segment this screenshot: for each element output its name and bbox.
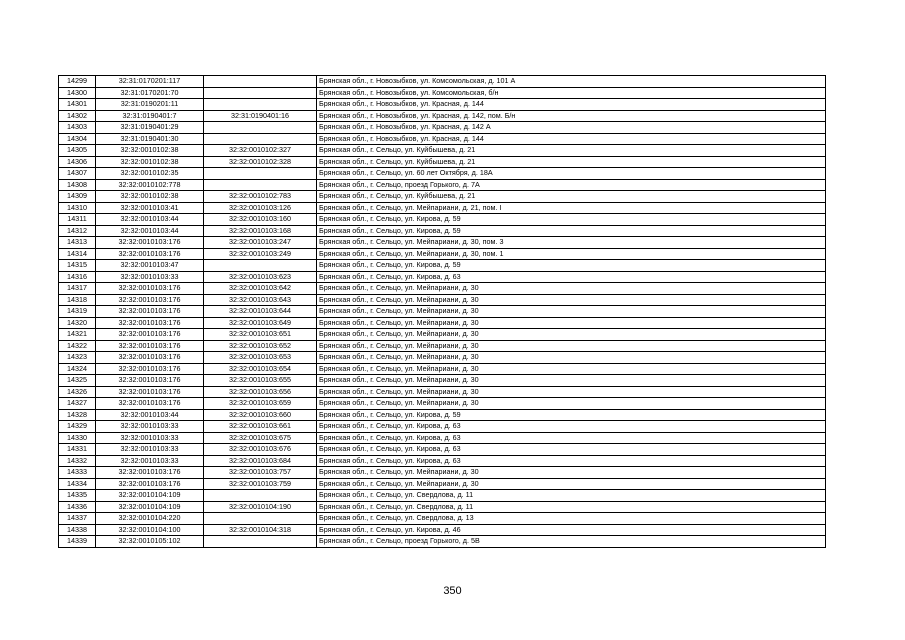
- cadastral-number-cell: 32:32:0010102:38: [96, 156, 204, 168]
- table-row: [59, 294, 826, 306]
- row-number-cell: 14318: [59, 294, 96, 306]
- table-row: [59, 409, 826, 421]
- page-number: 350: [443, 585, 462, 597]
- table-row: [59, 145, 826, 157]
- object-cadastral-number-cell: [204, 76, 317, 88]
- table-row: [59, 398, 826, 410]
- row-number-cell: 14313: [59, 237, 96, 249]
- cadastral-number-cell: 32:32:0010103:33: [96, 271, 204, 283]
- object-cadastral-number-cell: 32:32:0010102:328: [204, 156, 317, 168]
- row-number-cell: 14338: [59, 524, 96, 536]
- row-number-cell: 14322: [59, 340, 96, 352]
- address-cell: Брянская обл., г. Сельцо, ул. Свердлова, д. 13: [317, 513, 826, 525]
- row-number-cell: 14312: [59, 225, 96, 237]
- table-row: [59, 386, 826, 398]
- address-cell: Брянская обл., г. Сельцо, проезд Горького, д. 5В: [317, 536, 826, 548]
- table-row: [59, 340, 826, 352]
- table-row: [59, 99, 826, 111]
- object-cadastral-number-cell: [204, 490, 317, 502]
- address-cell: Брянская обл., г. Сельцо, ул. Кирова, д. 59: [317, 409, 826, 421]
- row-number-cell: 14328: [59, 409, 96, 421]
- table-row: [59, 191, 826, 203]
- table-body: [59, 76, 826, 548]
- cadastral-number-cell: 32:32:0010103:176: [96, 340, 204, 352]
- cadastral-number-cell: 32:32:0010102:35: [96, 168, 204, 180]
- row-number-cell: 14316: [59, 271, 96, 283]
- row-number-cell: 14302: [59, 110, 96, 122]
- table-row: [59, 225, 826, 237]
- row-number-cell: 14311: [59, 214, 96, 226]
- address-cell: Брянская обл., г. Сельцо, ул. 60 лет Октября, д. 18А: [317, 168, 826, 180]
- cadastral-number-cell: 32:32:0010104:220: [96, 513, 204, 525]
- object-cadastral-number-cell: 32:32:0010102:327: [204, 145, 317, 157]
- object-cadastral-number-cell: 32:32:0010103:652: [204, 340, 317, 352]
- object-cadastral-number-cell: 32:32:0010103:247: [204, 237, 317, 249]
- address-cell: Брянская обл., г. Сельцо, ул. Мейпариани, д. 30: [317, 340, 826, 352]
- address-cell: Брянская обл., г. Сельцо, ул. Мейпариани, д. 21, пом. I: [317, 202, 826, 214]
- address-cell: Брянская обл., г. Новозыбков, ул. Красная, д. 142, пом. Б/н: [317, 110, 826, 122]
- table-row: [59, 306, 826, 318]
- cadastral-number-cell: 32:31:0170201:117: [96, 76, 204, 88]
- cadastral-number-cell: 32:32:0010102:38: [96, 145, 204, 157]
- cadastral-number-cell: 32:32:0010103:47: [96, 260, 204, 272]
- address-cell: Брянская обл., г. Сельцо, ул. Мейпариани, д. 30, пом. 1: [317, 248, 826, 260]
- cadastral-number-cell: 32:32:0010103:176: [96, 363, 204, 375]
- object-cadastral-number-cell: 32:32:0010103:676: [204, 444, 317, 456]
- row-number-cell: 14321: [59, 329, 96, 341]
- address-cell: Брянская обл., г. Сельцо, ул. Мейпариани, д. 30, пом. 3: [317, 237, 826, 249]
- cadastral-number-cell: 32:32:0010105:102: [96, 536, 204, 548]
- table-row: [59, 248, 826, 260]
- object-cadastral-number-cell: [204, 168, 317, 180]
- address-cell: Брянская обл., г. Сельцо, ул. Мейпариани, д. 30: [317, 478, 826, 490]
- address-cell: Брянская обл., г. Сельцо, ул. Кирова, д. 63: [317, 432, 826, 444]
- address-cell: Брянская обл., г. Сельцо, ул. Куйбышева, д. 21: [317, 145, 826, 157]
- table-row: [59, 467, 826, 479]
- cadastral-number-cell: 32:32:0010102:38: [96, 191, 204, 203]
- cadastral-number-cell: 32:32:0010103:176: [96, 352, 204, 364]
- table-row: [59, 478, 826, 490]
- table-row: [59, 329, 826, 341]
- table-row: [59, 363, 826, 375]
- address-cell: Брянская обл., г. Сельцо, ул. Мейпариани, д. 30: [317, 329, 826, 341]
- cadastral-number-cell: 32:31:0190401:7: [96, 110, 204, 122]
- table-row: [59, 202, 826, 214]
- object-cadastral-number-cell: 32:32:0010103:649: [204, 317, 317, 329]
- table-row: [59, 214, 826, 226]
- row-number-cell: 14315: [59, 260, 96, 272]
- cadastral-number-cell: 32:32:0010104:100: [96, 524, 204, 536]
- object-cadastral-number-cell: [204, 87, 317, 99]
- address-cell: Брянская обл., г. Новозыбков, ул. Комсомольская, б/н: [317, 87, 826, 99]
- table-row: [59, 168, 826, 180]
- cadastral-number-cell: 32:32:0010103:176: [96, 294, 204, 306]
- row-number-cell: 14334: [59, 478, 96, 490]
- row-number-cell: 14306: [59, 156, 96, 168]
- object-cadastral-number-cell: 32:32:0010103:643: [204, 294, 317, 306]
- object-cadastral-number-cell: 32:32:0010103:660: [204, 409, 317, 421]
- address-cell: Брянская обл., г. Новозыбков, ул. Красная, д. 144: [317, 133, 826, 145]
- object-cadastral-number-cell: 32:31:0190401:16: [204, 110, 317, 122]
- row-number-cell: 14333: [59, 467, 96, 479]
- table-row: [59, 271, 826, 283]
- cadastral-number-cell: 32:32:0010103:44: [96, 214, 204, 226]
- cadastral-number-cell: 32:32:0010103:44: [96, 409, 204, 421]
- cadastral-number-cell: 32:32:0010103:176: [96, 237, 204, 249]
- cadastral-number-cell: 32:32:0010103:44: [96, 225, 204, 237]
- object-cadastral-number-cell: 32:32:0010103:659: [204, 398, 317, 410]
- address-cell: Брянская обл., г. Сельцо, ул. Куйбышева, д. 21: [317, 156, 826, 168]
- row-number-cell: 14327: [59, 398, 96, 410]
- row-number-cell: 14336: [59, 501, 96, 513]
- table-row: [59, 375, 826, 387]
- address-cell: Брянская обл., г. Сельцо, ул. Кирова, д. 63: [317, 271, 826, 283]
- cadastral-number-cell: 32:32:0010103:176: [96, 386, 204, 398]
- row-number-cell: 14330: [59, 432, 96, 444]
- row-number-cell: 14324: [59, 363, 96, 375]
- cadastral-number-cell: 32:32:0010104:109: [96, 501, 204, 513]
- cadastral-number-cell: 32:32:0010103:176: [96, 283, 204, 295]
- table-row: [59, 283, 826, 295]
- cadastral-number-cell: 32:32:0010103:33: [96, 444, 204, 456]
- row-number-cell: 14300: [59, 87, 96, 99]
- row-number-cell: 14335: [59, 490, 96, 502]
- row-number-cell: 14303: [59, 122, 96, 134]
- object-cadastral-number-cell: [204, 513, 317, 525]
- address-cell: Брянская обл., г. Новозыбков, ул. Комсомольская, д. 101 А: [317, 76, 826, 88]
- table-row: [59, 444, 826, 456]
- object-cadastral-number-cell: 32:32:0010103:160: [204, 214, 317, 226]
- table-row: [59, 156, 826, 168]
- table-row: [59, 501, 826, 513]
- address-cell: Брянская обл., г. Сельцо, ул. Мейпариани, д. 30: [317, 283, 826, 295]
- address-cell: Брянская обл., г. Сельцо, ул. Кирова, д. 63: [317, 421, 826, 433]
- object-cadastral-number-cell: [204, 179, 317, 191]
- table-row: [59, 179, 826, 191]
- row-number-cell: 14309: [59, 191, 96, 203]
- cadastral-number-cell: 32:32:0010103:176: [96, 248, 204, 260]
- row-number-cell: 14299: [59, 76, 96, 88]
- address-cell: Брянская обл., г. Новозыбков, ул. Красная, д. 144: [317, 99, 826, 111]
- address-cell: Брянская обл., г. Сельцо, ул. Кирова, д. 63: [317, 444, 826, 456]
- row-number-cell: 14308: [59, 179, 96, 191]
- cadastral-number-cell: 32:32:0010103:176: [96, 317, 204, 329]
- address-cell: Брянская обл., г. Сельцо, ул. Свердлова, д. 11: [317, 501, 826, 513]
- cadastral-number-cell: 32:31:0190401:30: [96, 133, 204, 145]
- object-cadastral-number-cell: 32:32:0010103:653: [204, 352, 317, 364]
- address-cell: Брянская обл., г. Сельцо, ул. Мейпариани, д. 30: [317, 294, 826, 306]
- cadastral-number-cell: 32:32:0010103:41: [96, 202, 204, 214]
- table-row: [59, 76, 826, 88]
- cadastral-number-cell: 32:32:0010103:33: [96, 432, 204, 444]
- object-cadastral-number-cell: 32:32:0010103:623: [204, 271, 317, 283]
- object-cadastral-number-cell: 32:32:0010103:684: [204, 455, 317, 467]
- table-row: [59, 490, 826, 502]
- object-cadastral-number-cell: 32:32:0010103:675: [204, 432, 317, 444]
- address-cell: Брянская обл., г. Сельцо, ул. Мейпариани, д. 30: [317, 306, 826, 318]
- row-number-cell: 14314: [59, 248, 96, 260]
- table-row: [59, 133, 826, 145]
- address-cell: Брянская обл., г. Сельцо, ул. Кирова, д. 59: [317, 260, 826, 272]
- table-row: [59, 122, 826, 134]
- row-number-cell: 14304: [59, 133, 96, 145]
- cadastral-number-cell: 32:31:0190401:29: [96, 122, 204, 134]
- object-cadastral-number-cell: 32:32:0010103:126: [204, 202, 317, 214]
- table-row: [59, 513, 826, 525]
- cadastral-number-cell: 32:32:0010104:109: [96, 490, 204, 502]
- object-cadastral-number-cell: 32:32:0010104:318: [204, 524, 317, 536]
- row-number-cell: 14301: [59, 99, 96, 111]
- object-cadastral-number-cell: 32:32:0010103:168: [204, 225, 317, 237]
- address-cell: Брянская обл., г. Сельцо, ул. Кирова, д. 59: [317, 214, 826, 226]
- object-cadastral-number-cell: 32:32:0010102:783: [204, 191, 317, 203]
- address-cell: Брянская обл., г. Сельцо, ул. Мейпариани, д. 30: [317, 317, 826, 329]
- row-number-cell: 14326: [59, 386, 96, 398]
- object-cadastral-number-cell: [204, 133, 317, 145]
- table-row: [59, 432, 826, 444]
- table-row: [59, 524, 826, 536]
- address-cell: Брянская обл., г. Сельцо, ул. Мейпариани, д. 30: [317, 375, 826, 387]
- object-cadastral-number-cell: [204, 99, 317, 111]
- address-cell: Брянская обл., г. Сельцо, ул. Кирова, д. 46: [317, 524, 826, 536]
- cadastral-number-cell: 32:31:0170201:70: [96, 87, 204, 99]
- object-cadastral-number-cell: 32:32:0010103:651: [204, 329, 317, 341]
- row-number-cell: 14307: [59, 168, 96, 180]
- object-cadastral-number-cell: 32:32:0010104:190: [204, 501, 317, 513]
- address-cell: Брянская обл., г. Сельцо, ул. Кирова, д. 63: [317, 455, 826, 467]
- row-number-cell: 14325: [59, 375, 96, 387]
- address-cell: Брянская обл., г. Сельцо, ул. Мейпариани, д. 30: [317, 386, 826, 398]
- table-row: [59, 110, 826, 122]
- address-cell: Брянская обл., г. Новозыбков, ул. Красная, д. 142 А: [317, 122, 826, 134]
- property-registry-table: [58, 75, 826, 548]
- cadastral-number-cell: 32:32:0010103:33: [96, 455, 204, 467]
- cadastral-number-cell: 32:32:0010103:176: [96, 375, 204, 387]
- table-row: [59, 455, 826, 467]
- row-number-cell: 14317: [59, 283, 96, 295]
- table-row: [59, 87, 826, 99]
- row-number-cell: 14310: [59, 202, 96, 214]
- address-cell: Брянская обл., г. Сельцо, ул. Мейпариани, д. 30: [317, 398, 826, 410]
- cadastral-number-cell: 32:32:0010103:176: [96, 398, 204, 410]
- row-number-cell: 14323: [59, 352, 96, 364]
- address-cell: Брянская обл., г. Сельцо, ул. Кирова, д. 59: [317, 225, 826, 237]
- object-cadastral-number-cell: 32:32:0010103:249: [204, 248, 317, 260]
- address-cell: Брянская обл., г. Сельцо, ул. Мейпариани, д. 30: [317, 363, 826, 375]
- cadastral-number-cell: 32:31:0190201:11: [96, 99, 204, 111]
- cadastral-number-cell: 32:32:0010103:33: [96, 421, 204, 433]
- table-row: [59, 237, 826, 249]
- row-number-cell: 14339: [59, 536, 96, 548]
- cadastral-number-cell: 32:32:0010103:176: [96, 467, 204, 479]
- row-number-cell: 14332: [59, 455, 96, 467]
- row-number-cell: 14337: [59, 513, 96, 525]
- object-cadastral-number-cell: 32:32:0010103:656: [204, 386, 317, 398]
- table-row: [59, 317, 826, 329]
- object-cadastral-number-cell: [204, 122, 317, 134]
- object-cadastral-number-cell: 32:32:0010103:655: [204, 375, 317, 387]
- object-cadastral-number-cell: 32:32:0010103:644: [204, 306, 317, 318]
- cadastral-number-cell: 32:32:0010102:778: [96, 179, 204, 191]
- table-row: [59, 260, 826, 272]
- row-number-cell: 14305: [59, 145, 96, 157]
- table-row: [59, 421, 826, 433]
- cadastral-number-cell: 32:32:0010103:176: [96, 478, 204, 490]
- address-cell: Брянская обл., г. Сельцо, ул. Свердлова, д. 11: [317, 490, 826, 502]
- table-row: [59, 536, 826, 548]
- row-number-cell: 14331: [59, 444, 96, 456]
- object-cadastral-number-cell: 32:32:0010103:759: [204, 478, 317, 490]
- address-cell: Брянская обл., г. Сельцо, ул. Мейпариани, д. 30: [317, 467, 826, 479]
- cadastral-number-cell: 32:32:0010103:176: [96, 306, 204, 318]
- address-cell: Брянская обл., г. Сельцо, ул. Мейпариани, д. 30: [317, 352, 826, 364]
- row-number-cell: 14320: [59, 317, 96, 329]
- cadastral-number-cell: 32:32:0010103:176: [96, 329, 204, 341]
- row-number-cell: 14329: [59, 421, 96, 433]
- object-cadastral-number-cell: 32:32:0010103:757: [204, 467, 317, 479]
- object-cadastral-number-cell: [204, 536, 317, 548]
- object-cadastral-number-cell: [204, 260, 317, 272]
- table-row: [59, 352, 826, 364]
- address-cell: Брянская обл., г. Сельцо, проезд Горького, д. 7А: [317, 179, 826, 191]
- object-cadastral-number-cell: 32:32:0010103:642: [204, 283, 317, 295]
- row-number-cell: 14319: [59, 306, 96, 318]
- object-cadastral-number-cell: 32:32:0010103:654: [204, 363, 317, 375]
- address-cell: Брянская обл., г. Сельцо, ул. Куйбышева, д. 21: [317, 191, 826, 203]
- object-cadastral-number-cell: 32:32:0010103:661: [204, 421, 317, 433]
